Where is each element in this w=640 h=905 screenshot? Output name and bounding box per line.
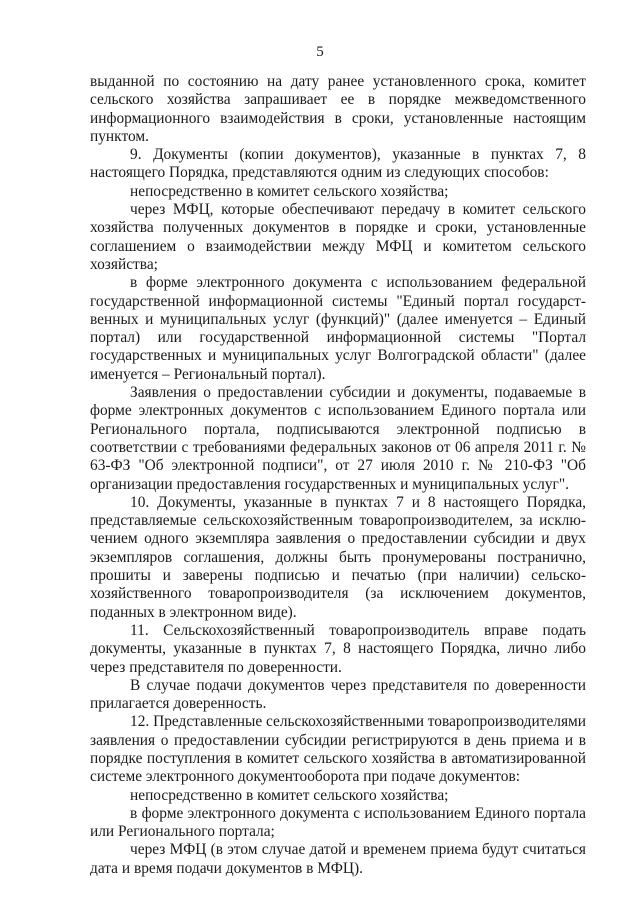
paragraph-item-10: 10. Документы, указанные в пунктах 7 и 8 настоящего Порядка, представляемые сельскохозяйственным товаропроизводителем, за исключением одного экземпляра заявления о предоставлении субсидии и двух экземпляров соглашения, должны быть пронумерованы постранично, прошиты и заверены подписью и печатью (при наличии) сельскохозяйственного товаропроизводителя (за исключением документов, поданных в электронном виде). — [90, 493, 586, 621]
paragraph-item-12: 12. Представленные сельскохозяйственными товаропроизводителями заявления о предоставлении субсидии регистрируются в день приема и в порядке поступления в комитет сельского хозяйства в автоматизированной системе электронного документооборота при подаче документов: — [90, 713, 587, 786]
paragraph-item-12-option-mfc: через МФЦ (в этом случае датой и временем приема будут считаться дата и время подачи документов в МФЦ). — [90, 841, 586, 877]
paragraph-item-11-power-of-attorney: В случае подачи документов через представителя по доверенности прилагается доверенность. — [90, 676, 586, 713]
paragraph-item-9: 9. Документы (копии документов), указанные в пунктах 7, 8 настоящего Порядка, представляются одним из следующих способов: — [90, 146, 586, 182]
paragraph-continuation: выданной по состоянию на дату ранее установленного срока, комитет сельского хозяйства запрашивает ее в порядке межведомственного информационного взаимодействия в сроки, установленные настоящим пунктом. — [90, 73, 586, 145]
paragraph-item-9-electronic-signature: Заявления о предоставлении субсидии и документы, подаваемые в форме электронных документов с использованием Единого портала или Регионального портала, подписываются электронной подписью в соответствии с требованиями федеральных законов от 06 апреля 2011 г. № 63-ФЗ "Об электронной подписи", от 27 июля 2010 г. № 210-ФЗ "Об организации предоставления государственных и муниципальных услуг". — [90, 384, 586, 493]
paragraph-item-9-option-electronic: в форме электронного документа с использованием федеральной государственной информационной системы "Единый портал государственных и муниципальных услуг (функций)" (далее именуется – Единый портал) или государственной информационной системы "Портал государственных и муниципальных услуг Волгоградской области" (далее именуется – Региональный портал). — [90, 274, 586, 383]
page-number: 5 — [316, 44, 324, 60]
body-text — [90, 73, 586, 878]
paragraph-item-11: 11. Сельскохозяйственный товаропроизводитель вправе подать документы, указанные в пунктах 7, 8 настоящего Порядка, лично либо через представителя по доверенности. — [90, 621, 586, 676]
paragraph-item-12-option-direct: непосредственно в комитет сельского хозяйства; — [130, 786, 449, 804]
paragraph-item-9-option-mfc: через МФЦ, которые обеспечивают передачу в комитет сельского хозяйства полученных документов в порядке и сроки, установленные соглашением о взаимодействии между МФЦ и комитетом сельского хозяйства; — [90, 201, 586, 273]
paragraph-item-9-option-direct: непосредственно в комитет сельского хозяйства; — [130, 182, 449, 200]
paragraph-item-12-option-electronic: в форме электронного документа с использованием Единого портала или Регионального портала; — [90, 804, 586, 841]
